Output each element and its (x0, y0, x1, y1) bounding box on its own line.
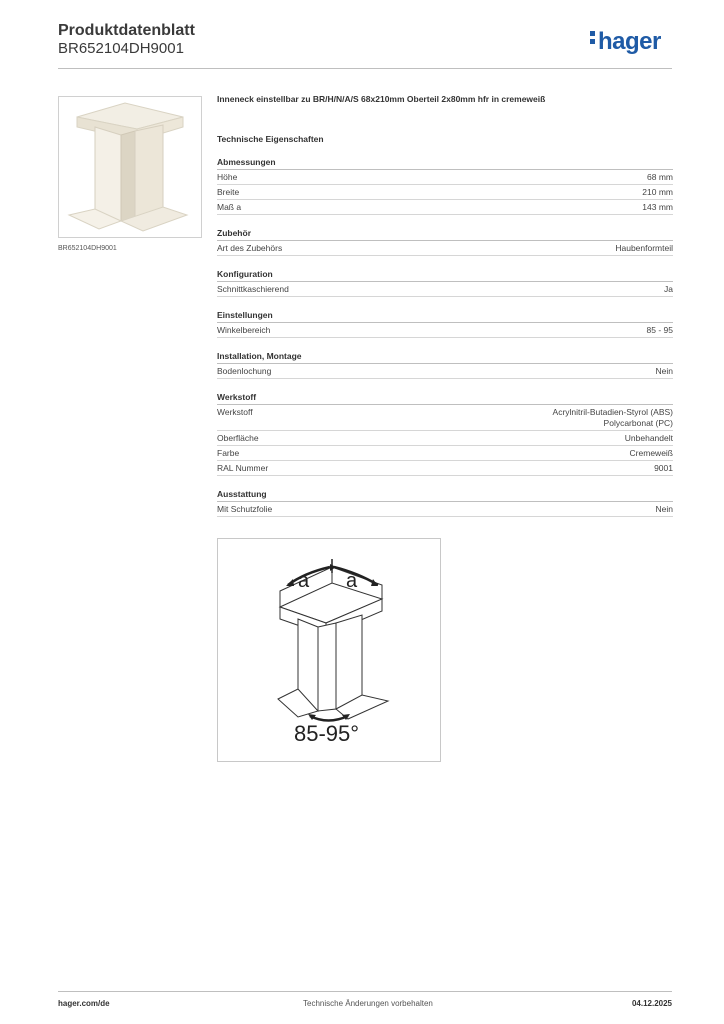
table-row (217, 461, 673, 476)
dimension-a-right: a (346, 570, 358, 592)
table-row (217, 364, 673, 379)
group-zubehoer (217, 228, 673, 256)
row-label: Bodenlochung (217, 366, 272, 376)
dimension-a-left: a (298, 570, 310, 592)
row-value: 210 mm (642, 187, 673, 197)
footer-date: 04.12.2025 (631, 999, 672, 1008)
row-value: Nein (655, 366, 673, 376)
table-row (217, 323, 673, 338)
logo-dots-icon (590, 28, 596, 47)
row-label: Farbe (217, 448, 240, 458)
technical-drawing (217, 538, 441, 762)
group-einstellungen (217, 310, 673, 338)
row-value-line: Acrylnitril-Butadien-Styrol (ABS) (552, 407, 673, 417)
row-label: Werkstoff (217, 407, 253, 417)
technical-drawing-icon (218, 539, 440, 761)
product-details (217, 94, 673, 549)
product-photo-caption: BR652104DH9001 (58, 245, 117, 252)
row-label: Breite (217, 187, 240, 197)
group-title: Abmessungen (217, 157, 673, 170)
group-title: Einstellungen (217, 310, 673, 323)
group-werkstoff (217, 392, 673, 476)
table-row (217, 431, 673, 446)
row-value: Ja (664, 284, 673, 294)
group-title: Werkstoff (217, 392, 673, 405)
table-row (217, 405, 673, 431)
row-value: Cremeweiß (629, 448, 673, 458)
document-title: Produktdatenblatt (58, 22, 195, 39)
row-value: 68 mm (647, 172, 673, 182)
table-row (217, 502, 673, 517)
table-row (217, 170, 673, 185)
footer-divider (58, 991, 672, 992)
properties-title: Technische Eigenschaften (217, 134, 324, 144)
table-row (217, 241, 673, 256)
row-value: Nein (655, 504, 673, 514)
row-value-line: Polycarbonat (PC) (603, 418, 673, 428)
table-row (217, 200, 673, 215)
row-label: Winkelbereich (217, 325, 271, 335)
header-divider (58, 68, 672, 69)
table-row (217, 185, 673, 200)
group-title: Installation, Montage (217, 351, 673, 364)
document-subtitle: BR652104DH9001 (58, 40, 184, 57)
product-photo-icon (59, 97, 201, 237)
row-label: Maß a (217, 202, 242, 212)
group-ausstattung (217, 489, 673, 517)
footer-disclaimer: Technische Änderungen vorbehalten (303, 999, 433, 1008)
product-description: Inneneck einstellbar zu BR/H/N/A/S 68x210mm Oberteil 2x80mm hfr in cremeweiß (217, 94, 546, 104)
row-value: 143 mm (642, 202, 673, 212)
row-label: Mit Schutzfolie (217, 504, 273, 514)
group-konfiguration (217, 269, 673, 297)
group-title: Zubehör (217, 228, 673, 241)
group-title: Ausstattung (217, 489, 673, 502)
hager-logo (590, 28, 661, 56)
logo-text: hager (598, 28, 661, 55)
angle-range-label: 85-95° (294, 721, 360, 746)
footer-website-link[interactable]: hager.com/de (58, 999, 110, 1008)
row-label: Schnittkaschierend (217, 284, 289, 294)
row-value: Unbehandelt (624, 433, 673, 443)
row-label: Höhe (217, 172, 238, 182)
table-row (217, 282, 673, 297)
product-photo (58, 96, 202, 238)
row-value: 9001 (654, 463, 673, 473)
row-value (553, 407, 673, 429)
row-label: Art des Zubehörs (217, 243, 283, 253)
row-label: Oberfläche (217, 433, 259, 443)
group-installation (217, 351, 673, 379)
table-row (217, 446, 673, 461)
row-value: 85 - 95 (646, 325, 673, 335)
row-value: Haubenformteil (615, 243, 673, 253)
group-abmessungen (217, 157, 673, 215)
row-label: RAL Nummer (217, 463, 269, 473)
group-title: Konfiguration (217, 269, 673, 282)
